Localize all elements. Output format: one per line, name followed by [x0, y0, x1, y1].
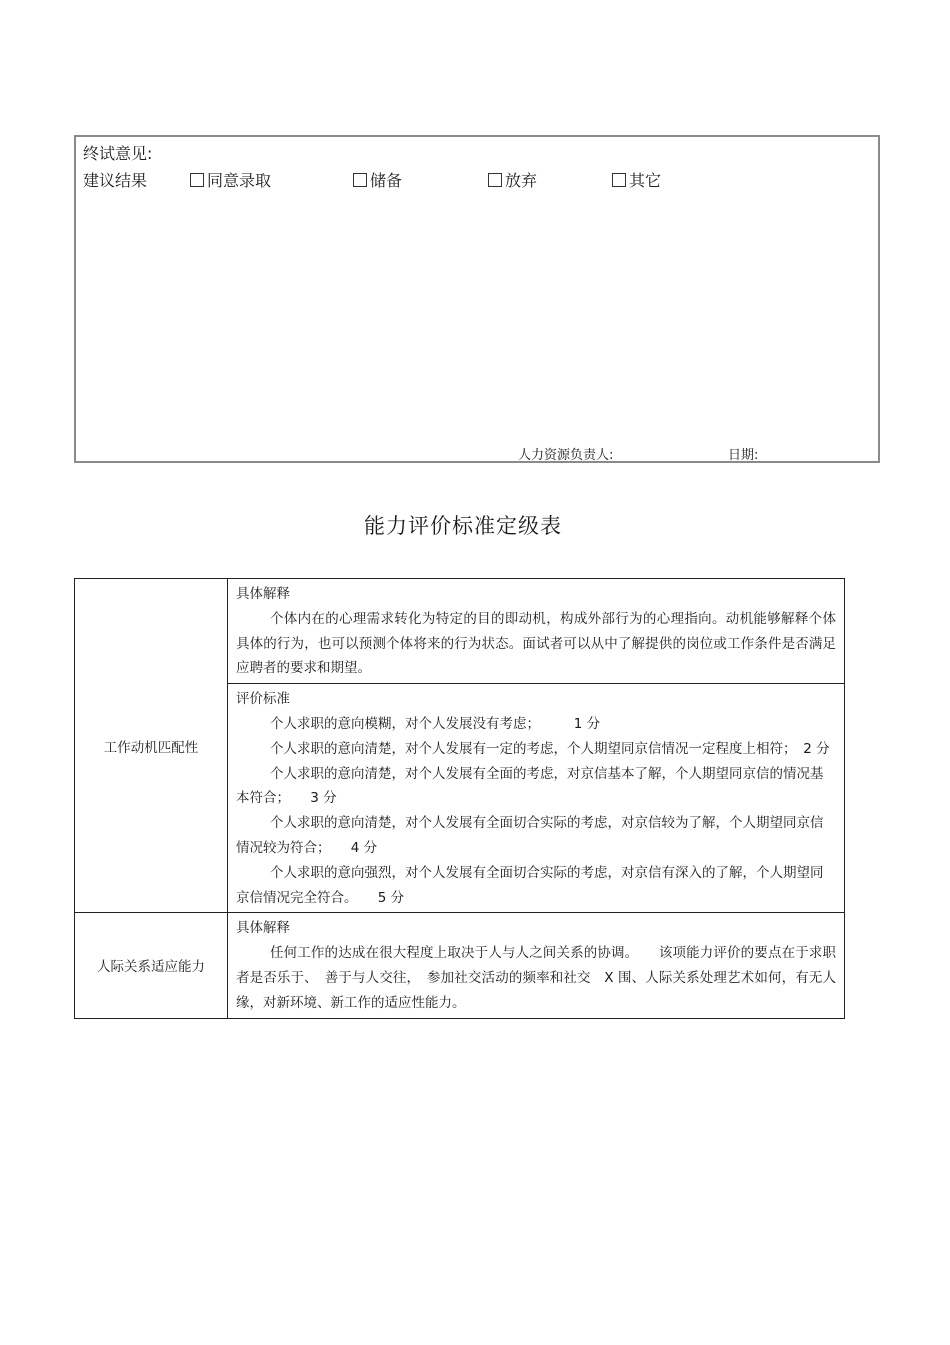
- explanation-cell: [228, 913, 845, 1018]
- explanation-text: 个体内在的心理需求转化为特定的目的即动机，构成外部行为的心理指向。动机能够解释个体具体的行为，也可以预测个体将来的行为状态。面试者可以从中了解提供的岗位或工作条件是否满足应聘者的要求和期望。: [236, 610, 836, 677]
- checkbox-icon[interactable]: [488, 173, 502, 187]
- criteria-item: 个人求职的意向清楚，对个人发展有全面的考虑，对京信基本了解，个人期望同京信的情况基本符合； 3 分: [236, 765, 824, 807]
- option-abandon[interactable]: [488, 168, 537, 191]
- page-title: 能力评价标准定级表: [364, 514, 562, 538]
- table-row: [75, 913, 845, 1018]
- option-reserve[interactable]: [353, 168, 402, 191]
- option-accept[interactable]: [190, 168, 271, 191]
- explanation-title: 具体解释: [236, 920, 290, 937]
- table-row: [75, 579, 845, 684]
- hr-signer-label: 人力资源负责人:: [518, 448, 614, 463]
- result-row: [83, 168, 878, 192]
- criteria-title: 评价标准: [236, 691, 290, 708]
- criteria-item: 个人求职的意向模糊，对个人发展没有考虑； 1 分: [270, 715, 601, 732]
- criteria-item: 个人求职的意向强烈，对个人发展有全面切合实际的考虑，对京信有深入的了解，个人期望同京信情况完全符合。 5 分: [236, 864, 824, 906]
- option-reserve-label: 储备: [370, 171, 403, 190]
- date-label: 日期:: [728, 448, 759, 463]
- checkbox-icon[interactable]: [353, 173, 367, 187]
- checkbox-icon[interactable]: [190, 173, 204, 187]
- criteria-item: 个人求职的意向清楚，对个人发展有全面切合实际的考虑，对京信较为了解，个人期望同京信情况较为符合； 4 分: [236, 815, 824, 856]
- option-abandon-label: 放弃: [505, 171, 538, 190]
- category-cell: 人际关系适应能力: [75, 913, 228, 1018]
- explanation-cell: [228, 579, 845, 684]
- checkbox-icon[interactable]: [612, 173, 626, 187]
- option-accept-label: 同意录取: [207, 171, 272, 190]
- ability-table: [74, 578, 845, 1019]
- explanation-title: 具体解释: [236, 586, 290, 602]
- final-review-box: [74, 135, 880, 463]
- result-label: 建议结果: [83, 171, 148, 190]
- final-review-title: 终试意见:: [83, 144, 153, 163]
- option-other[interactable]: [612, 168, 661, 191]
- criteria-item: 个人求职的意向清楚，对个人发展有一定的考虑，个人期望同京信情况一定程度上相符； 2 分: [270, 740, 830, 757]
- criteria-cell: [228, 684, 845, 913]
- category-cell: 工作动机匹配性: [75, 579, 228, 913]
- explanation-text: 任何工作的达成在很大程度上取决于人与人之间关系的协调。 该项能力评价的要点在于求职者是否乐于、 善于与人交往， 参加社交活动的频率和社交 X 围、人际关系处理艺术如何，有无人缘，对新环境、新工作的适应性能力。: [236, 945, 836, 1011]
- option-other-label: 其它: [629, 171, 662, 190]
